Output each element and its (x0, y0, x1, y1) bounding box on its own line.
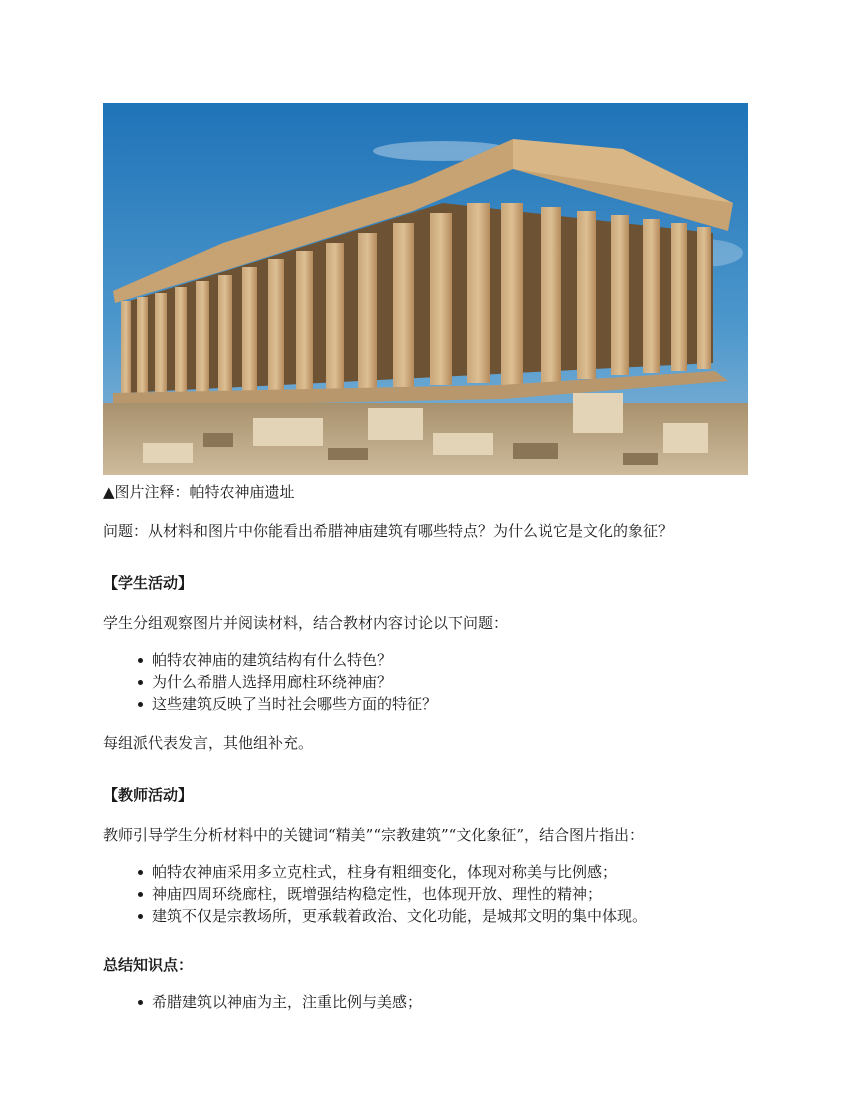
student-activity-heading: 【学生活动】 (103, 574, 194, 592)
question-text: 问题：从材料和图片中你能看出希腊神庙建筑有哪些特点？为什么说它是文化的象征？ (103, 522, 674, 540)
teacher-activity-intro: 教师引导学生分析材料中的关键词“精美”“宗教建筑”“文化象征”，结合图片指出： (103, 826, 645, 844)
parthenon-photo (103, 103, 748, 475)
teacher-point-list (103, 861, 803, 927)
teacher-activity-heading: 【教师活动】 (103, 786, 194, 804)
list-item: 希腊建筑以神庙为主，注重比例与美感； (137, 991, 803, 1013)
list-item: 帕特农神庙的建筑结构有什么特色？ (137, 649, 803, 671)
summary-list (103, 991, 803, 1013)
list-item: 这些建筑反映了当时社会哪些方面的特征？ (137, 693, 803, 715)
student-activity-intro: 学生分组观察图片并阅读材料，结合教材内容讨论以下问题： (103, 614, 509, 632)
parthenon-image (103, 103, 748, 475)
student-activity-note: 每组派代表发言，其他组补充。 (103, 734, 314, 752)
student-question-list (103, 649, 803, 715)
list-item: 为什么希腊人选择用廊柱环绕神庙？ (137, 671, 803, 693)
summary-heading: 总结知识点： (103, 956, 194, 974)
list-item: 神庙四周环绕廊柱，既增强结构稳定性，也体现开放、理性的精神； (137, 883, 803, 905)
list-item: 帕特农神庙采用多立克柱式，柱身有粗细变化，体现对称美与比例感； (137, 861, 803, 883)
list-item: 建筑不仅是宗教场所，更承载着政治、文化功能，是城邦文明的集中体现。 (137, 905, 803, 927)
document-page (103, 103, 803, 1013)
figure-caption: ▲图片注释：帕特农神庙遗址 (103, 483, 295, 501)
